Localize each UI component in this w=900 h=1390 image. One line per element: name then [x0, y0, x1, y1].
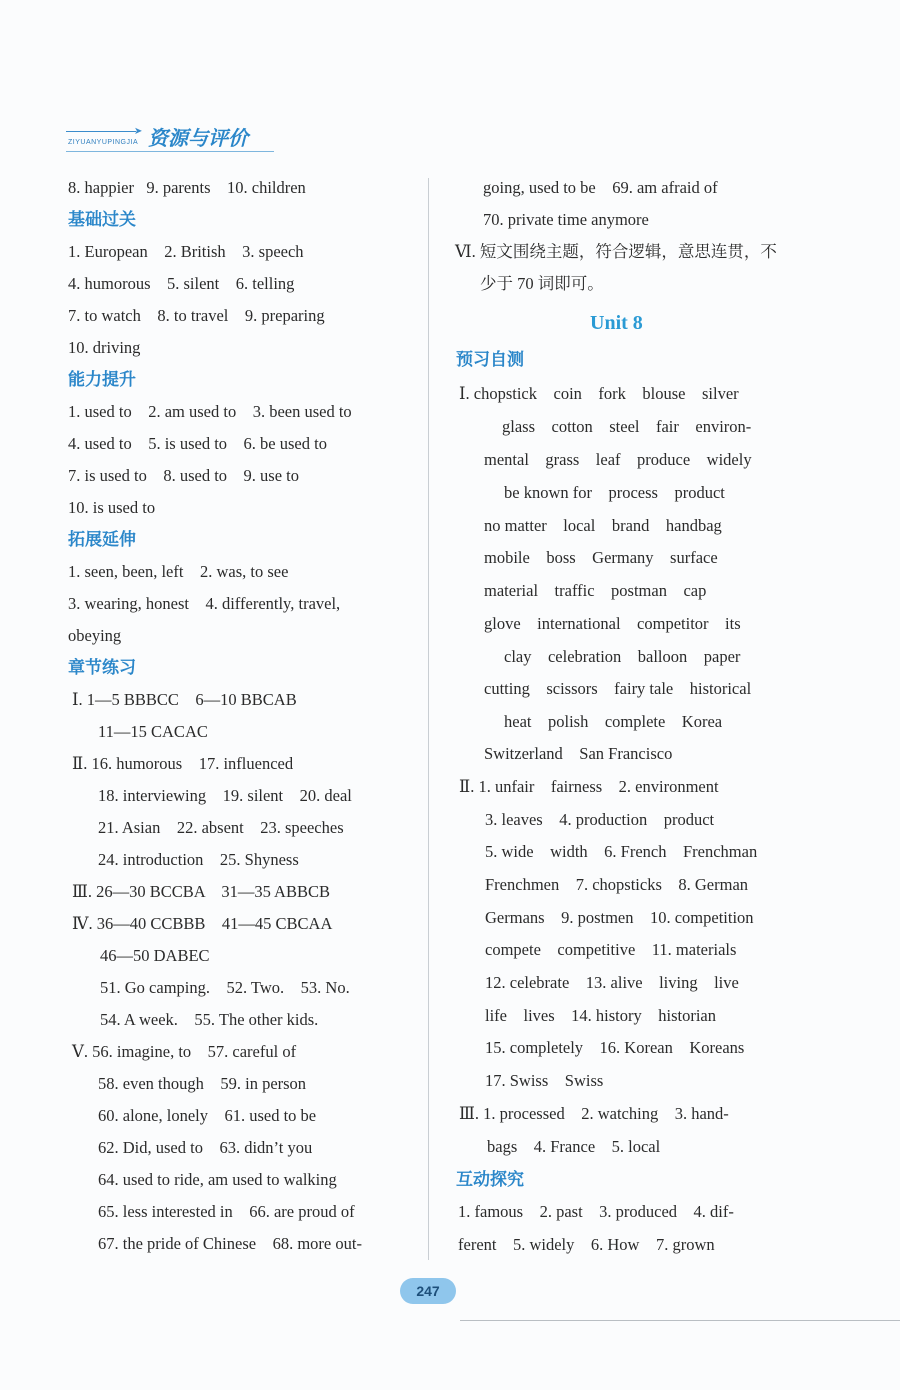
answer-line: 64. used to ride, am used to walking [98, 1170, 337, 1189]
unit-title: Unit 8 [590, 312, 643, 334]
answer-line: 17. Swiss Swiss [485, 1071, 604, 1090]
answer-line: 4. humorous 5. silent 6. telling [68, 274, 295, 293]
answer-line: mental grass leaf produce widely [484, 450, 752, 469]
answer-line: 51. Go camping. 52. Two. 53. No. [100, 978, 350, 997]
answer-line: Frenchmen 7. chopsticks 8. German [485, 875, 749, 894]
answer-line: 5. wide width 6. French Frenchman [485, 842, 758, 861]
answer-line: ferent 5. widely 6. How 7. grown [458, 1235, 715, 1254]
answer-line: Ⅱ. 1. unfair fairness 2. environment [459, 777, 719, 796]
answer-line: Switzerland San Francisco [484, 744, 673, 763]
answer-line: 67. the pride of Chinese 68. more out- [98, 1234, 362, 1253]
answer-line: material traffic postman cap [484, 581, 707, 600]
answer-line: 7. is used to 8. used to 9. use to [68, 466, 299, 485]
answer-line: 65. less interested in 66. are proud of [98, 1202, 355, 1221]
answer-line: be known for process product [504, 483, 725, 502]
answer-line: going, used to be 69. am afraid of [483, 178, 718, 197]
answer-line: 11—15 CACAC [98, 722, 208, 741]
arrow-icon: ➤ [134, 126, 143, 137]
column-divider [428, 178, 429, 1260]
answer-line: Ⅳ. 36—40 CCBBB 41—45 CBCAA [72, 914, 333, 933]
answer-line: Ⅴ. 56. imagine, to 57. careful of [72, 1042, 297, 1061]
section-heading: 基础过关 [68, 210, 136, 230]
answer-line: Germans 9. postmen 10. competition [485, 908, 754, 927]
answer-line: cutting scissors fairy tale historical [484, 679, 752, 698]
answer-line: Ⅵ. 短文围绕主题，符合逻辑，意思连贯，不 [455, 242, 777, 261]
answer-line: 62. Did, used to 63. didn’t you [98, 1138, 313, 1157]
answer-line: 24. introduction 25. Shyness [98, 850, 299, 869]
answer-line: 10. is used to [68, 498, 156, 517]
answer-line: 70. private time anymore [483, 210, 649, 229]
section-heading: 能力提升 [68, 370, 136, 390]
answer-line: obeying [68, 626, 122, 645]
footer-rule [460, 1320, 900, 1321]
answer-line: 7. to watch 8. to travel 9. preparing [68, 306, 325, 325]
brand-title: 资源与评价 [148, 126, 248, 150]
answer-line: 1. used to 2. am used to 3. been used to [68, 402, 352, 421]
answer-line: 46—50 DABEC [100, 946, 210, 965]
answer-line: Ⅲ. 1. processed 2. watching 3. hand- [459, 1104, 729, 1123]
answer-line: mobile boss Germany surface [484, 548, 718, 567]
answer-line: no matter local brand handbag [484, 516, 722, 535]
answer-line: Ⅰ. 1—5 BBBCC 6—10 BBCAB [72, 690, 297, 709]
answer-line: 18. interviewing 19. silent 20. deal [98, 786, 352, 805]
answer-line: clay celebration balloon paper [504, 647, 741, 666]
answer-line: heat polish complete Korea [504, 712, 723, 731]
answer-line: 少于 70 词即可。 [480, 274, 604, 293]
answer-line: 4. used to 5. is used to 6. be used to [68, 434, 327, 453]
answer-line: Ⅱ. 16. humorous 17. influenced [72, 754, 294, 773]
answer-line: 12. celebrate 13. alive living live [485, 973, 739, 992]
answer-line: 15. completely 16. Korean Koreans [485, 1038, 745, 1057]
brand-pinyin: ZIYUANYUPINGJIA [68, 139, 139, 146]
section-heading: 互动探究 [456, 1170, 524, 1190]
answer-line: 21. Asian 22. absent 23. speeches [98, 818, 344, 837]
section-heading: 章节练习 [68, 658, 136, 678]
answer-line: 60. alone, lonely 61. used to be [98, 1106, 317, 1125]
answer-line: 1. European 2. British 3. speech [68, 242, 304, 261]
answer-line: glove international competitor its [484, 614, 741, 633]
answer-line: 58. even though 59. in person [98, 1074, 307, 1093]
answer-line: compete competitive 11. materials [485, 940, 737, 959]
answer-line: 54. A week. 55. The other kids. [100, 1010, 319, 1029]
answer-line: glass cotton steel fair environ- [502, 417, 752, 436]
answer-line: Ⅰ. chopstick coin fork blouse silver [459, 384, 739, 403]
answer-line: 1. seen, been, left 2. was, to see [68, 562, 289, 581]
answer-line: life lives 14. history historian [485, 1006, 716, 1025]
answer-line: 3. wearing, honest 4. differently, travel, [68, 594, 341, 613]
answer-line: 1. famous 2. past 3. produced 4. dif- [458, 1202, 734, 1221]
header-underline [66, 151, 274, 152]
answer-line: 10. driving [68, 338, 141, 357]
answer-line: bags 4. France 5. local [487, 1137, 661, 1156]
answer-line: 8. happier 9. parents 10. children [68, 178, 306, 197]
page-number: 247 [400, 1278, 456, 1304]
answer-line: Ⅲ. 26—30 BCCBA 31—35 ABBCB [72, 882, 330, 901]
header-rule [66, 131, 136, 132]
section-heading: 预习自测 [456, 350, 524, 370]
answer-line: 3. leaves 4. production product [485, 810, 715, 829]
section-heading: 拓展延伸 [68, 530, 136, 550]
brand-header [62, 122, 274, 152]
